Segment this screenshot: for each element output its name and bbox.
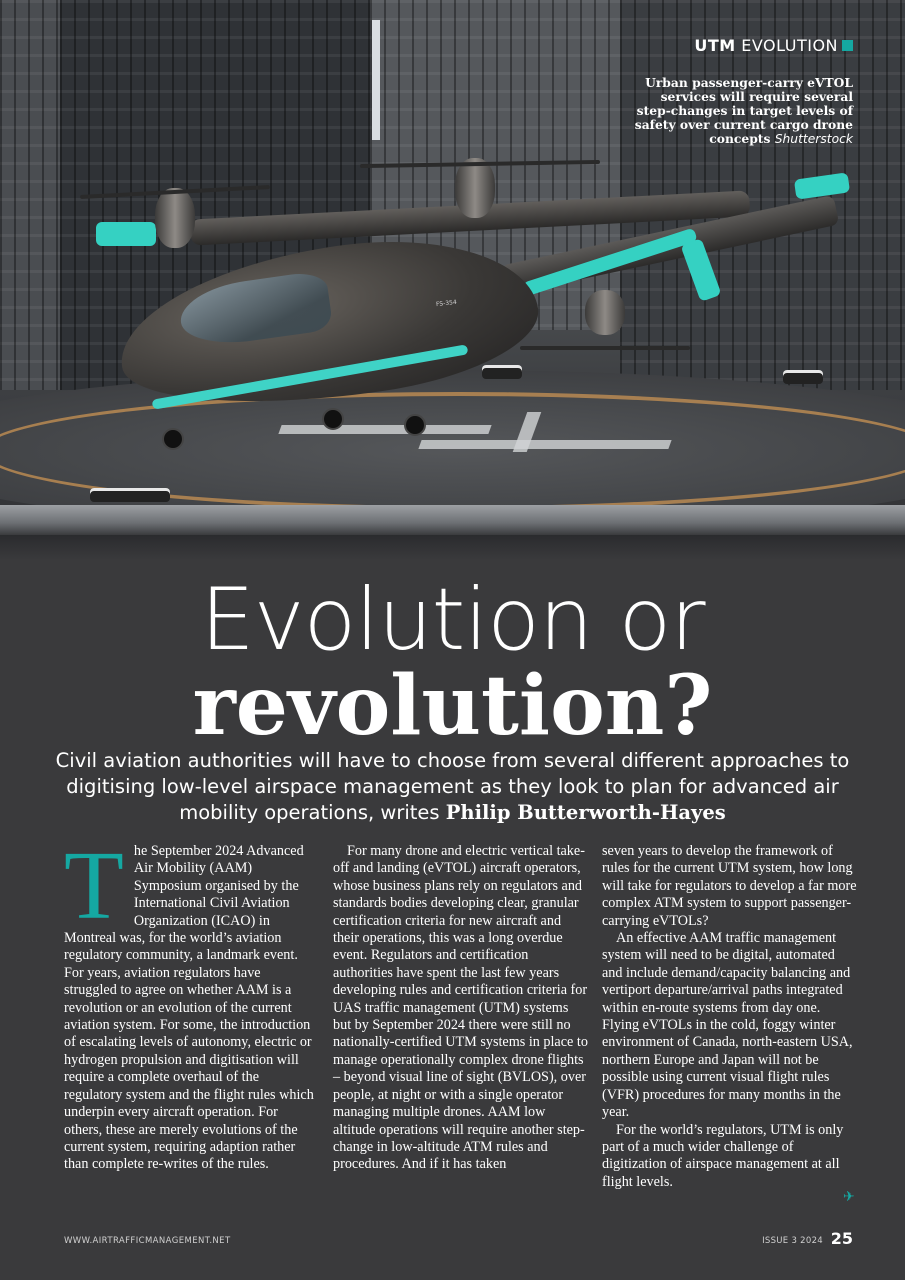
body-paragraph: he September 2024 Advanced Air Mobility (AAM) Symposium organised by the International Civil Aviation Organization (ICAO) in Montreal was, for the world’s aviation regulatory community, a landmark event. For years, aviation regulators have struggled to agree on whether AAM is a revolution or an evolution of the current aviation system. For some, the introduction of escalating levels of autonomy, electric or hydrogen propulsion and digitisation will require a complete overhaul of the regulatory system and the flight rules which underpin every aircraft operation. For others, these are merely evolutions of the current system, requiring adaption rather than complete re-writes of the rules. xyxy=(64,843,314,1173)
helipad-shadow xyxy=(0,535,905,560)
pad-light xyxy=(90,488,170,502)
helipad-edge xyxy=(0,505,905,535)
section-tag xyxy=(694,36,853,55)
standfirst-text: Civil aviation authorities will have to choose from several different approaches to digitising low-level airspace management as they look to plan for advanced air mobility operations, writes xyxy=(55,749,850,824)
footer-issue: ISSUE 3 2024 xyxy=(762,1236,823,1246)
rotor-nacelle xyxy=(455,158,495,218)
section-tag-rest: EVOLUTION xyxy=(741,36,838,55)
headline-line-1: Evolution or xyxy=(200,570,705,670)
landing-wheel xyxy=(162,428,184,450)
footer-website: WWW.AIRTRAFFICMANAGEMENT.NET xyxy=(64,1236,231,1246)
page-number: 25 xyxy=(830,1229,853,1248)
helipad-marking xyxy=(418,440,671,449)
building xyxy=(0,0,60,390)
pad-light xyxy=(783,370,823,384)
aircraft-marking: FS-354 xyxy=(435,298,458,309)
rotor-nacelle xyxy=(585,290,625,335)
drop-cap: T xyxy=(64,832,124,940)
body-paragraph: For the world’s regulators, UTM is only part of a much wider challenge of digitization of airspace management at all flight levels. xyxy=(602,1121,844,1190)
section-square-icon xyxy=(842,40,853,51)
landing-wheel xyxy=(322,408,344,430)
pad-light xyxy=(482,365,522,379)
sky-gap xyxy=(372,20,380,140)
body-column-3 xyxy=(602,843,857,1191)
section-tag-bold: UTM xyxy=(694,36,736,55)
helipad-marking xyxy=(278,425,491,434)
caption-text: Urban passenger-carry eVTOL services will require several step-changes in target levels of safety over current cargo drone concepts xyxy=(634,75,853,146)
landing-wheel xyxy=(404,414,426,436)
body-column-1 xyxy=(64,832,316,1174)
body-column-2 xyxy=(333,843,588,1174)
caption-credit: Shutterstock xyxy=(774,132,853,146)
photo-caption xyxy=(623,76,853,146)
end-mark-plane-icon: ✈ xyxy=(843,1189,855,1205)
body-paragraph: For many drone and electric vertical take-off and landing (eVTOL) aircraft operators, whose business plans rely on regulators and standards bodies developing clear, granular certification criteria for new aircraft and their operations, this was a long overdue event. Regulators and certification authorities have spent the last few years developing rules and certification criteria for UAS traffic management (UTM) systems but by September 2024 there were still no nationally-certified UTM systems in place to manage operationally complex drone flights – beyond visual line of sight (BVLOS), over people, at night or with a single operator managing multiple drones. AAM low altitude operations will require another step-change in low-altitude ATM rules and procedures. And if it has taken xyxy=(333,843,588,1173)
body-paragraph: seven years to develop the framework of rules for the current UTM system, how long will take for regulators to develop a far more complex ATM system to support passenger-carrying eVTOLs? xyxy=(602,843,857,929)
author-name: Philip Butterworth-Hayes xyxy=(445,801,726,824)
body-paragraph: An effective AAM traffic management system will need to be digital, automated and include demand/capacity balancing and vertiport departure/arrival paths integrated within en-route systems from day one. Flying eVTOLs in the cold, foggy winter environment of Canada, north-eastern USA, northern Europe and Japan will not be possible using current visual flight rules (VFR) procedures for many months in the year. xyxy=(602,930,853,1121)
standfirst xyxy=(40,748,865,826)
rotor-nacelle xyxy=(155,188,195,248)
propeller xyxy=(520,346,690,350)
headline-line-2: revolution? xyxy=(192,658,713,754)
aircraft-fin xyxy=(96,222,156,246)
